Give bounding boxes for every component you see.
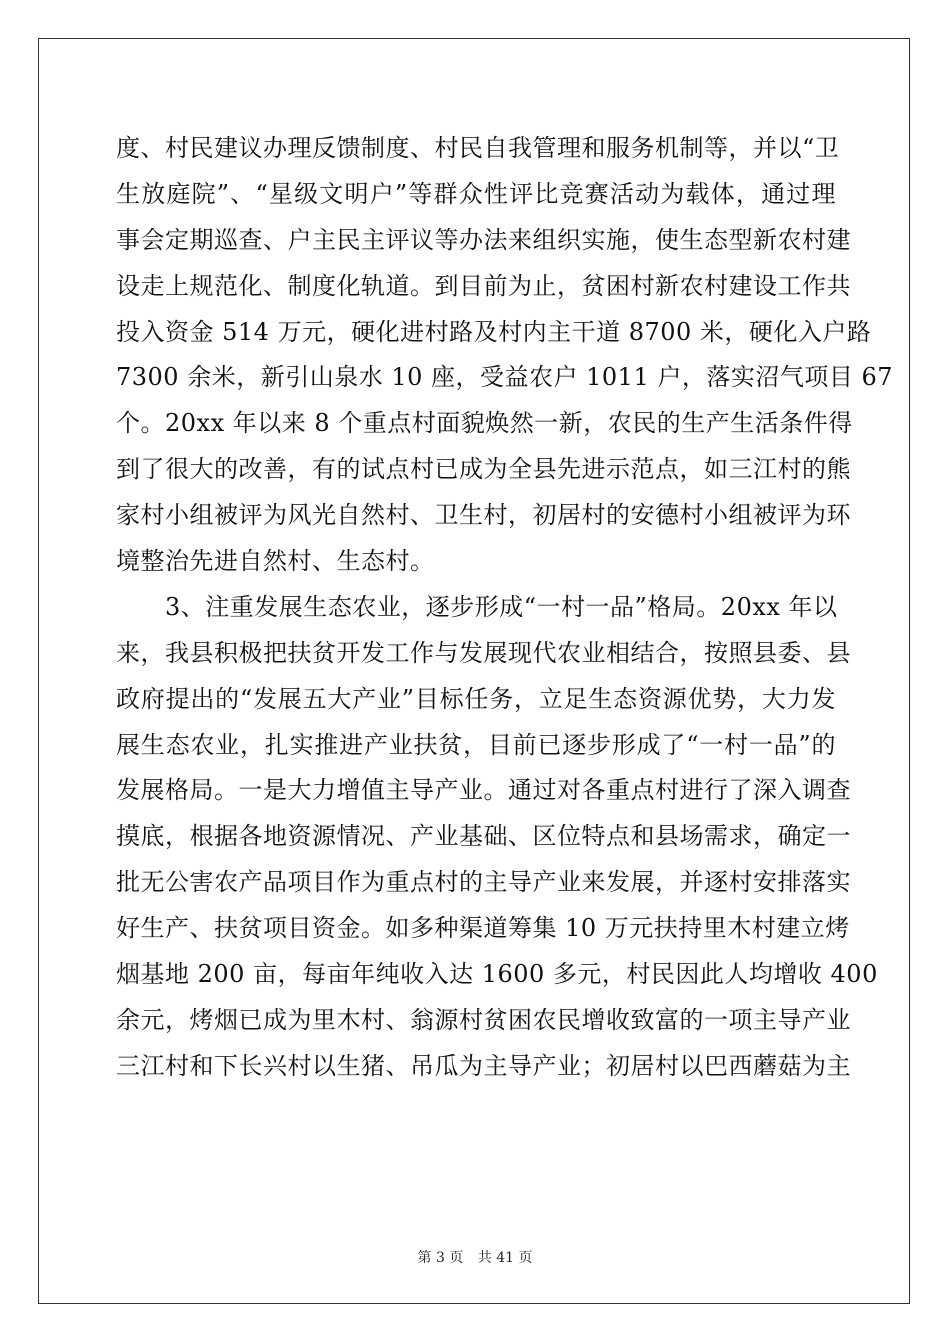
text-line: 发展格局。一是大力增值主导产业。通过对各重点村进行了深入调查: [116, 776, 851, 805]
text-line: 来，我县积极把扶贫开发工作与发展现代农业相结合，按照县委、县: [116, 638, 851, 667]
page-number: 第 3 页: [417, 1250, 464, 1266]
text-line: 个。20xx 年以来 8 个重点村面貌焕然一新，农民的生产生活条件得: [116, 409, 853, 438]
text-line: 7300 余米，新引山泉水 10 座，受益农户 1011 户，落实沼气项目 67: [116, 363, 894, 392]
page-footer: [0, 1247, 950, 1267]
text-line: 生放庭院”、“星级文明户”等群众性评比竞赛活动为载体，通过理: [116, 179, 836, 208]
text-line: 好生产、扶贫项目资金。如多种渠道筹集 10 万元扶持里木村建立烤: [116, 914, 850, 943]
text-line: 烟基地 200 亩，每亩年纯收入达 1600 多元，村民因此人均增收 400: [116, 960, 878, 989]
text-line: 三江村和下长兴村以生猪、吊瓜为主导产业；初居村以巴西蘑菇为主: [116, 1051, 851, 1080]
text-line: 事会定期巡查、户主民主评议等办法来组织实施，使生态型新农村建: [116, 225, 851, 254]
text-line: 摸底，根据各地资源情况、产业基础、区位特点和县场需求，确定一: [116, 822, 851, 851]
text-line: 余元，烤烟已成为里木村、翁源村贫困农民增收致富的一项主导产业: [116, 1005, 851, 1034]
text-line: 境整治先进自然村、生态村。: [116, 547, 435, 576]
text-line: 设走上规范化、制度化轨道。到目前为止，贫困村新农村建设工作共: [116, 271, 851, 300]
document-body: [116, 126, 894, 1090]
text-line: 家村小组被评为风光自然村、卫生村，初居村的安德村小组被评为环: [116, 501, 851, 530]
text-line: 投入资金 514 万元，硬化进村路及村内主干道 8700 米，硬化入户路: [116, 317, 872, 346]
total-pages: 共 41 页: [477, 1250, 533, 1266]
text-line: 度、村民建议办理反馈制度、村民自我管理和服务机制等，并以“卫: [116, 134, 840, 162]
text-line: 3、注重发展生态农业，逐步形成“一村一品”格局。20xx 年以: [116, 592, 838, 621]
text-line: 展生态农业，扎实推进产业扶贫，目前已逐步形成了“一村一品”的: [116, 730, 836, 759]
text-line: 批无公害农产品项目作为重点村的主导产业来发展，并逐村安排落实: [116, 868, 851, 897]
text-line: 政府提出的“发展五大产业”目标任务，立足生态资源优势，大力发: [116, 684, 836, 713]
text-line: 到了很大的改善，有的试点村已成为全县先进示范点，如三江村的熊: [116, 455, 851, 484]
